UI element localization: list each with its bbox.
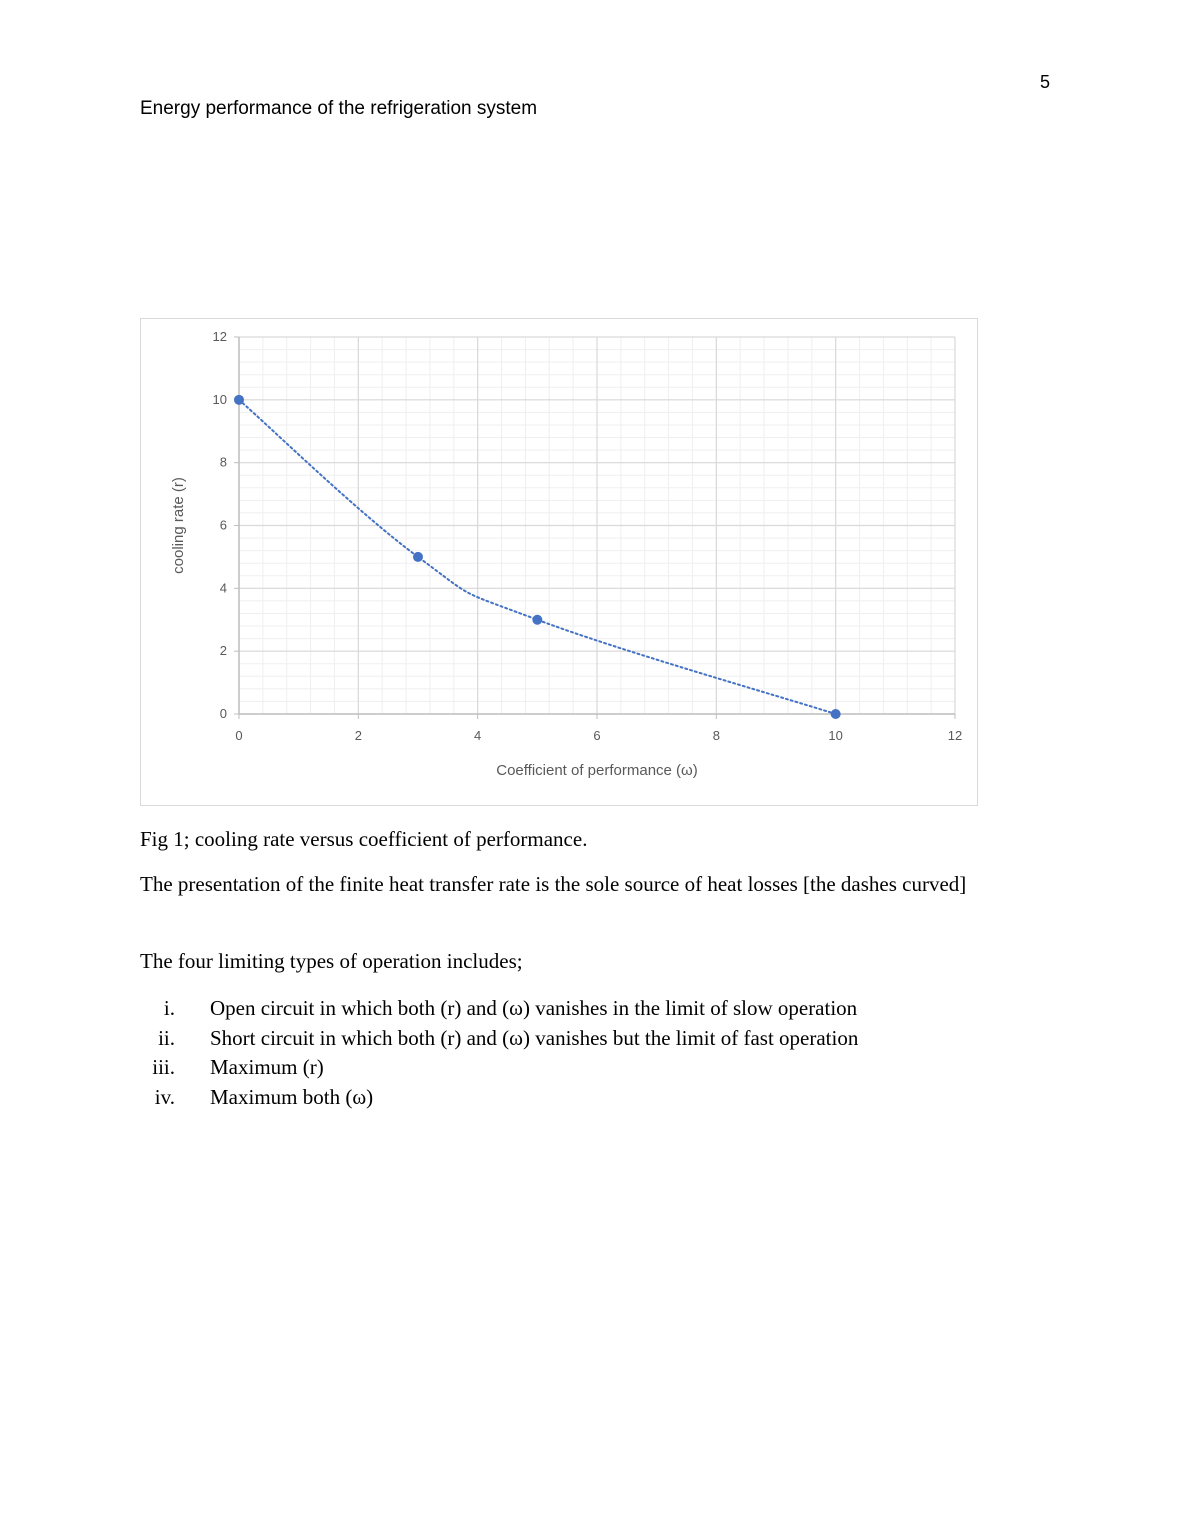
operation-types-list	[140, 994, 1000, 1112]
tick-labels	[213, 329, 963, 743]
axes	[234, 337, 955, 719]
figure-caption: Fig 1; cooling rate versus coefficient of performance.	[140, 827, 588, 851]
y-tick-label: 12	[212, 329, 227, 344]
running-title: Energy performance of the refrigeration system	[140, 98, 538, 119]
paragraph: The four limiting types of operation includes;	[140, 949, 523, 973]
data-point	[413, 552, 423, 562]
y-tick-label: 6	[219, 517, 227, 533]
data-series	[234, 395, 841, 719]
series-line	[239, 400, 836, 714]
list-text: Maximum (r)	[210, 1055, 324, 1079]
x-tick-label: 0	[235, 728, 243, 743]
list-item	[140, 1083, 1000, 1113]
data-point	[831, 709, 841, 719]
major-gridlines	[239, 337, 955, 714]
data-point	[234, 395, 244, 405]
y-tick-label: 0	[219, 706, 227, 721]
list-item	[140, 994, 1000, 1024]
list-text: Open circuit in which both (r) and (ω) vanishes in the limit of slow operation	[210, 996, 858, 1020]
list-item	[140, 1024, 1000, 1054]
y-tick-label: 4	[219, 580, 227, 596]
list-text: Maximum both (ω)	[210, 1084, 374, 1109]
page-number: 5	[1039, 72, 1050, 92]
data-point	[532, 615, 542, 625]
list-item	[140, 1053, 1000, 1083]
y-axis-title: cooling rate (r)	[170, 477, 187, 574]
y-tick-label: 10	[212, 391, 227, 407]
x-tick-label: 6	[593, 728, 601, 743]
y-tick-label: 2	[219, 643, 227, 659]
x-axis-title: Coefficient of performance (ω)	[496, 762, 698, 779]
list-number: iii.	[152, 1055, 175, 1079]
x-tick-label: 10	[828, 728, 843, 743]
list-number: ii.	[158, 1025, 175, 1050]
list-text: Short circuit in which both (r) and (ω) vanishes but the limit of fast operation	[210, 1025, 859, 1050]
y-tick-label: 8	[219, 454, 227, 470]
x-tick-label: 4	[474, 728, 482, 743]
x-tick-label: 12	[947, 728, 963, 743]
paragraph: The presentation of the finite heat transfer rate is the sole source of heat losses [the dashes curved]	[140, 872, 967, 896]
chart	[140, 318, 978, 806]
x-tick-label: 2	[354, 728, 362, 743]
x-tick-label: 8	[712, 728, 720, 743]
list-number: i.	[163, 996, 175, 1020]
list-number: iv.	[154, 1084, 175, 1109]
chart-svg	[141, 319, 979, 807]
